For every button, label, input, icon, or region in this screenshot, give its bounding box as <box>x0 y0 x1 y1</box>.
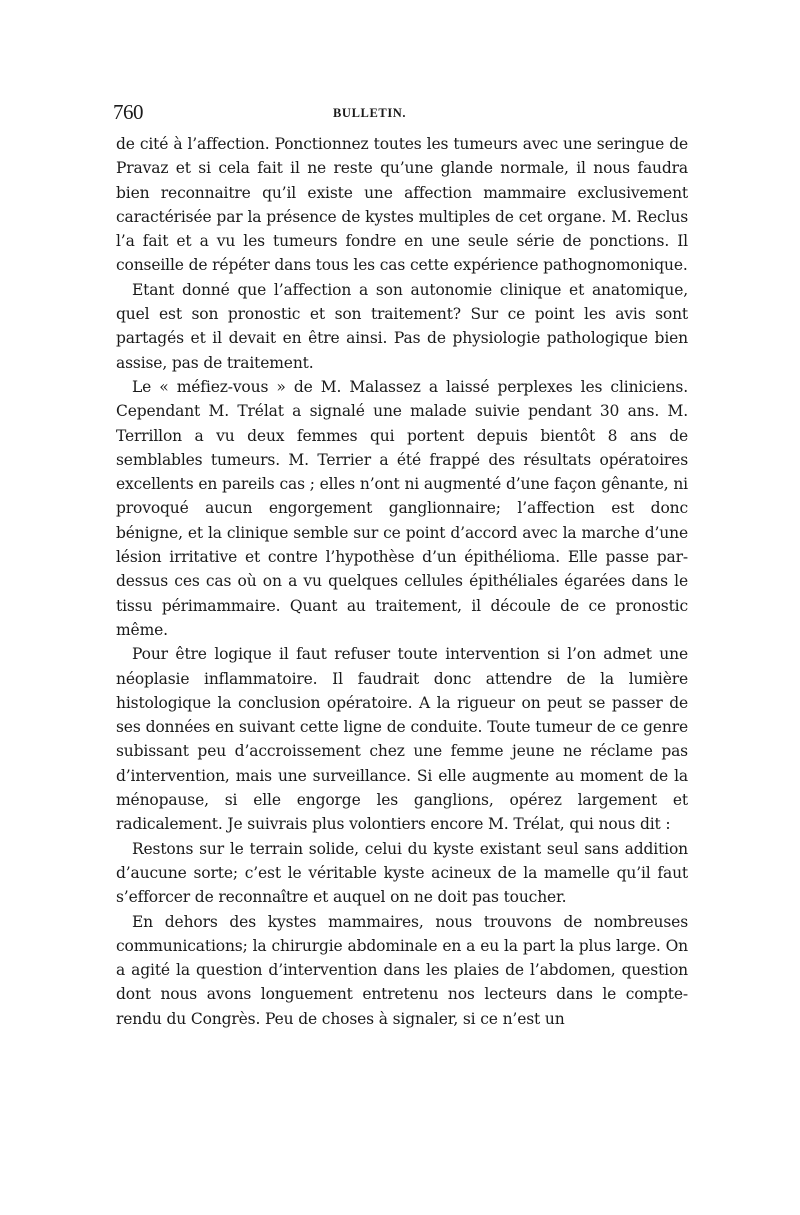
paragraph: Restons sur le terrain solide, celui du kyste existant seul sans addition d’aucune sorte; c’est le véritable kyste acineux de la mamelle qu’il faut s’efforcer de reconnaître et auquel on ne doit pas toucher. <box>116 839 688 907</box>
paragraph: Pour être logique il faut refuser toute intervention si l’on admet une néoplasie inflammatoire. Il faudrait donc attendre de la lumière histologique la conclusion opératoire. A la rigueur on peut se passer de ses données en suivant cette ligne de conduite. Toute tumeur de ce genre subissant peu d’accroissement chez une femme jeune ne réclame pas d’intervention, mais une surveillance. Si elle augmente au moment de la ménopause, si elle engorge les ganglions, opérez largement et radicalement. Je suivrais plus volontiers encore M. Trélat, qui nous dit : <box>116 645 688 834</box>
paragraph: de cité à l’affection. Ponctionnez toutes les tumeurs avec une seringue de Pravaz et si cela fait il ne reste qu’une glande normale, il nous faudra bien reconnaitre qu’il existe une affection mammaire exclusivement caractérisée par la présence de kystes multiples de cet organe. M. Reclus l’a fait et a vu les tumeurs fondre en une seule série de ponctions. Il conseille de répéter dans tous les cas cette expérience pathognomonique. <box>116 135 688 275</box>
paragraph: Le « méfiez-vous » de M. Malassez a laissé perplexes les cliniciens. Cependant M. Trélat a signalé une malade suivie pendant 30 ans. M. Terrillon a vu deux femmes qui portent depuis bientôt 8 ans de semblables tumeurs. M. Terrier a été frappé des résultats opératoires excellents en pareils cas ; elles n’ont ni augmenté d’une façon gênante, ni provoqué aucun engorgement ganglionnaire; l’affection est donc bénigne, et la clinique semble sur ce point d’accord avec la marche d’une lésion irritative et contre l’hypothèse d’un épithélioma. Elle passe par-dessus ces cas où on a vu quelques cellules épithéliales égarées dans le tissu périmammaire. Quant au traitement, il découle de ce pronostic même. <box>116 377 688 639</box>
document-page <box>113 100 688 1031</box>
running-header <box>113 100 688 126</box>
page-number: 760 <box>113 100 143 124</box>
paragraph: Etant donné que l’affection a son autonomie clinique et anatomique, quel est son pronostic et son traitement? Sur ce point les avis sont partagés et il devait en être ainsi. Pas de physiologie pathologique bien assise, pas de traitement. <box>116 280 688 372</box>
body-text <box>116 132 688 1031</box>
paragraph: En dehors des kystes mammaires, nous trouvons de nombreuses communications; la chirurgie abdominale en a eu la part la plus large. On a agité la question d’intervention dans les plaies de l’abdomen, question dont nous avons longuement entretenu nos lecteurs dans le compte-rendu du Congrès. Peu de choses à signaler, si ce n’est un <box>116 912 688 1028</box>
running-title: BULLETIN. <box>333 106 407 120</box>
